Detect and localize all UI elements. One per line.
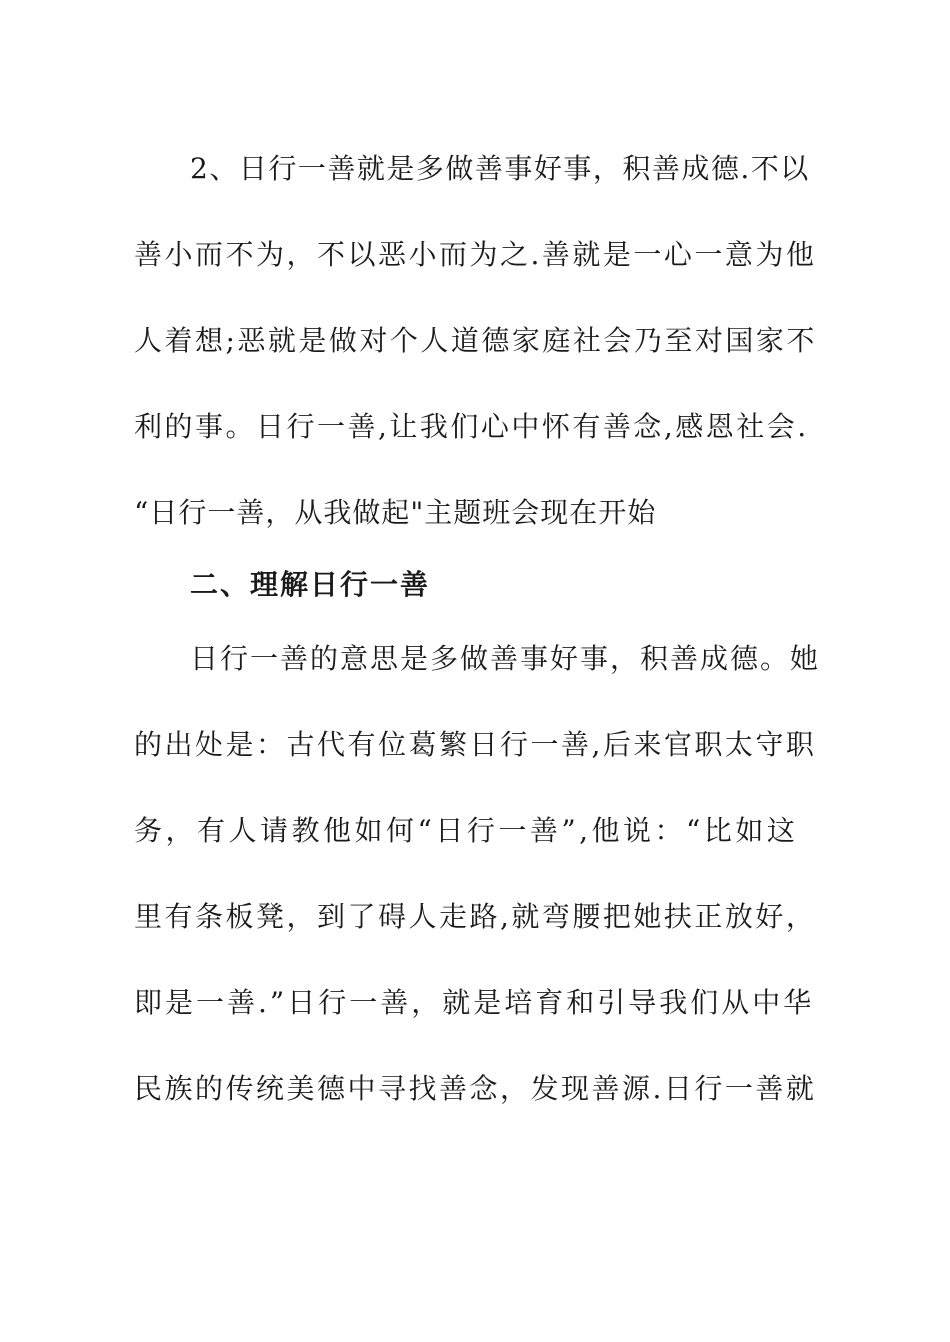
paragraph-1-line-1: 2、日行一善就是多做善事好事，积善成德.不以 (190, 152, 810, 185)
paragraph-1-line-3: 人着想;恶就是做对个人道德家庭社会乃至对国家不 (134, 324, 817, 357)
paragraph-2-line-4: 里有条板凳，到了碍人走路,就弯腰把她扶正放好， (134, 900, 817, 933)
paragraph-2-line-5: 即是一善.”日行一善，就是培育和引导我们从中华 (134, 986, 815, 1019)
paragraph-2-line-1: 日行一善的意思是多做善事好事，积善成德。她 (190, 642, 821, 675)
paragraph-1-line-2: 善小而不为，不以恶小而为之.善就是一心一意为他 (134, 238, 817, 271)
paragraph-1-line-5: “日行一善，从我做起"主题班会现在开始 (134, 496, 657, 529)
paragraph-2-line-3: 务，有人请教他如何“日行一善”,他说：“比如这 (134, 814, 799, 847)
paragraph-2-line-6: 民族的传统美德中寻找善念，发现善源.日行一善就 (134, 1072, 817, 1105)
paragraph-2-line-2: 的出处是：古代有位葛繁日行一善,后来官职太守职 (134, 728, 817, 761)
section-heading: 二、理解日行一善 (190, 568, 431, 601)
paragraph-1-line-4: 利的事。日行一善,让我们心中怀有善念,感恩社会. (134, 410, 809, 443)
